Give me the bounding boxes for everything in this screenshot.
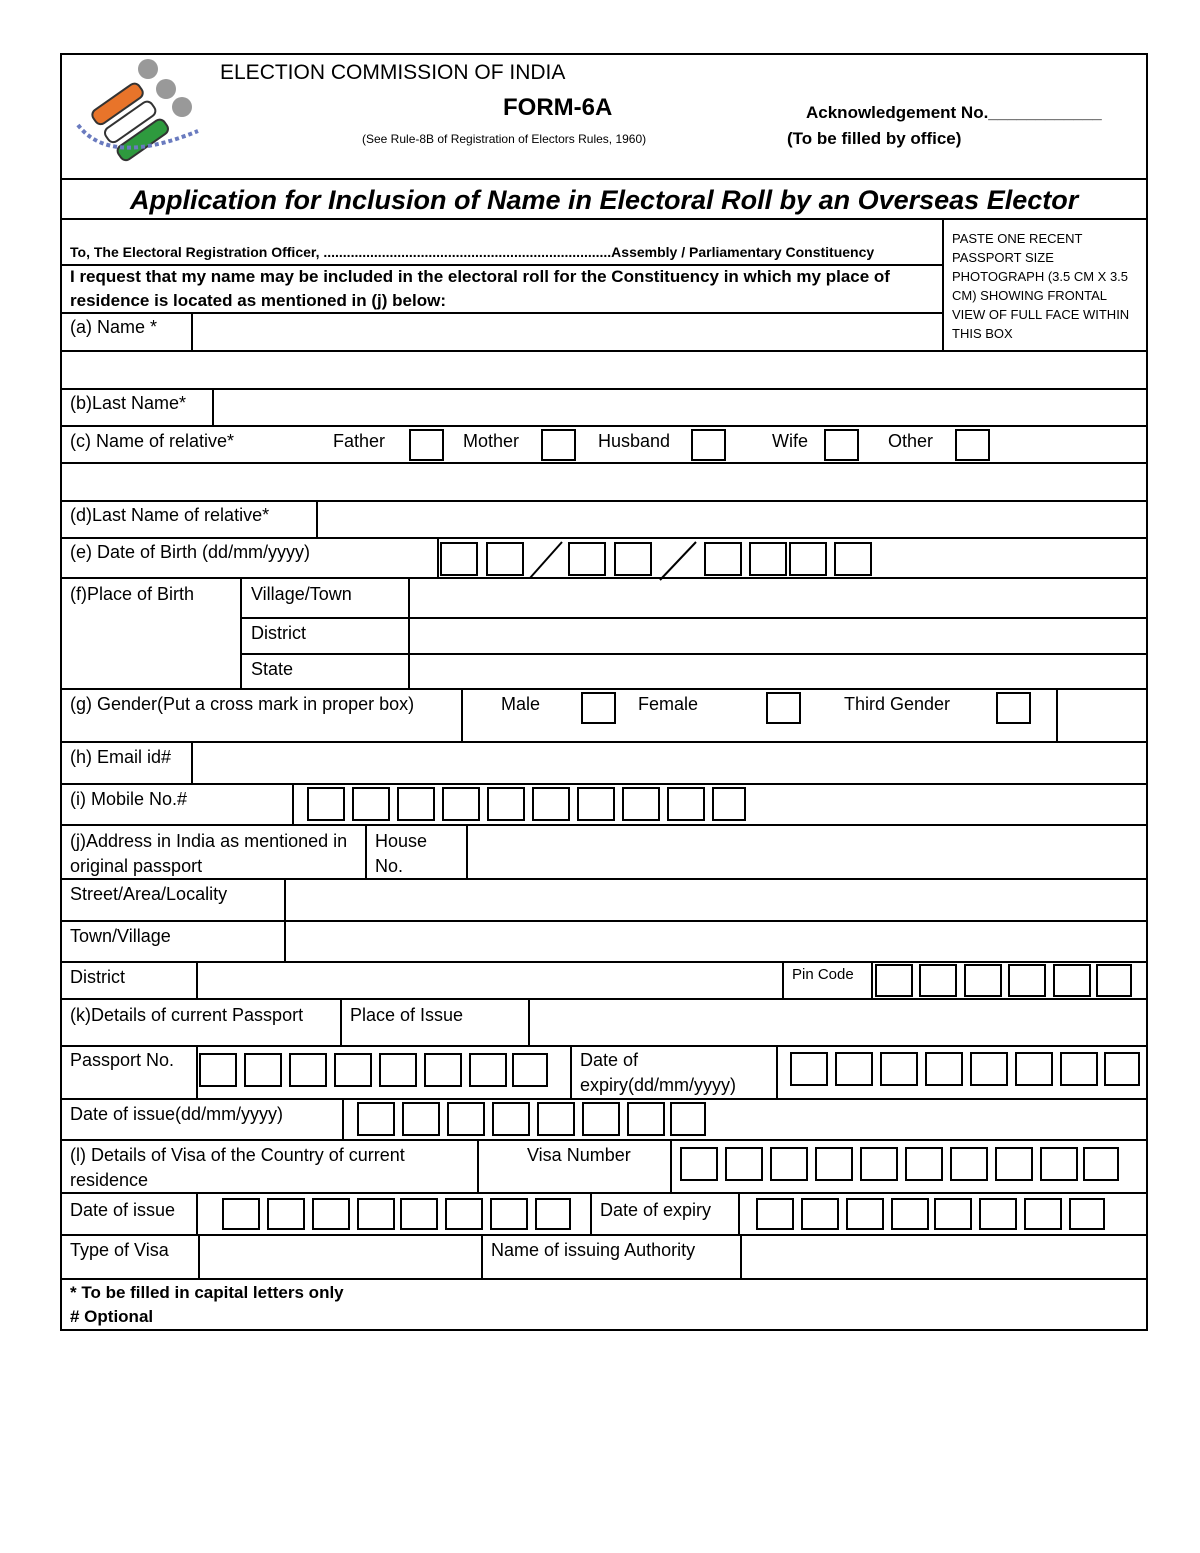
issue-digit-box[interactable] xyxy=(402,1102,440,1136)
mobile-digit-box[interactable] xyxy=(577,787,615,821)
relative-label: (c) Name of relative* xyxy=(70,431,235,451)
expiry-digit-box[interactable] xyxy=(925,1052,963,1086)
divider xyxy=(670,1139,672,1192)
visa-number-box[interactable] xyxy=(1083,1147,1119,1181)
divider xyxy=(60,783,1148,785)
expiry-digit-box[interactable] xyxy=(970,1052,1008,1086)
divider xyxy=(60,425,1148,427)
relative-option-husband: Husband xyxy=(598,431,671,451)
divider xyxy=(590,1192,592,1234)
street-input[interactable] xyxy=(286,880,1146,919)
divider xyxy=(60,1098,1148,1100)
relative-option-mother: Mother xyxy=(463,431,520,451)
divider xyxy=(942,218,944,350)
expiry-digit-box[interactable] xyxy=(1060,1052,1098,1086)
address-district-label: District xyxy=(70,967,125,987)
father-checkbox[interactable] xyxy=(409,429,444,461)
divider xyxy=(461,688,463,741)
divider xyxy=(60,218,1148,220)
dob-label: (e) Date of Birth (dd/mm/yyyy) xyxy=(70,542,311,562)
passport-no-label: Passport No. xyxy=(70,1050,175,1070)
dob-digit-box[interactable] xyxy=(486,542,524,576)
dob-digit-box[interactable] xyxy=(568,542,606,576)
divider xyxy=(776,1045,778,1098)
mobile-digit-box[interactable] xyxy=(622,787,660,821)
form-number: FORM-6A xyxy=(503,94,613,121)
place-of-birth-label: (f)Place of Birth xyxy=(70,584,195,604)
acknowledgement-number: Acknowledgement No.____________ xyxy=(806,103,1102,122)
issuing-authority-label: Name of issuing Authority xyxy=(491,1240,696,1260)
relative-name-input[interactable] xyxy=(62,464,1146,499)
visa-number-label: Visa Number xyxy=(527,1145,631,1165)
visa-issue-box[interactable] xyxy=(445,1198,483,1230)
expiry-digit-box[interactable] xyxy=(1104,1052,1140,1086)
issue-digit-box[interactable] xyxy=(627,1102,665,1136)
relative-last-name-input[interactable] xyxy=(318,502,1146,536)
pin-code-label: Pin Code xyxy=(792,966,854,983)
mobile-digit-box[interactable] xyxy=(442,787,480,821)
pin-digit-box[interactable] xyxy=(1096,964,1132,997)
capital-letters-note: * To be filled in capital letters only xyxy=(70,1283,344,1302)
village-town-label: Village/Town xyxy=(251,584,352,604)
pin-digit-box[interactable] xyxy=(1053,964,1091,997)
dob-digit-box[interactable] xyxy=(704,542,742,576)
divider xyxy=(340,998,342,1045)
mobile-digit-box[interactable] xyxy=(352,787,390,821)
town-village-input[interactable] xyxy=(286,922,1146,960)
visa-expiry-box[interactable] xyxy=(1069,1198,1105,1230)
pin-digit-box[interactable] xyxy=(1008,964,1046,997)
gender-option-female: Female xyxy=(638,694,699,714)
village-town-input[interactable] xyxy=(410,579,1146,616)
passport-no-box[interactable] xyxy=(512,1053,548,1087)
divider xyxy=(782,961,784,998)
relative-last-name-label: (d)Last Name of relative* xyxy=(70,505,270,525)
rule-reference: (See Rule-8B of Registration of Electors Rules, 1960) xyxy=(362,132,647,146)
wife-checkbox[interactable] xyxy=(824,429,859,461)
issue-digit-box[interactable] xyxy=(582,1102,620,1136)
issue-digit-box[interactable] xyxy=(447,1102,485,1136)
visa-type-label: Type of Visa xyxy=(70,1240,169,1260)
visa-issue-box[interactable] xyxy=(222,1198,260,1230)
visa-number-box[interactable] xyxy=(770,1147,808,1181)
visa-expiry-label: Date of expiry xyxy=(600,1200,712,1220)
mobile-digit-box[interactable] xyxy=(667,787,705,821)
address-india-label: (j)Address in India as mentioned in original passport xyxy=(70,831,348,876)
place-of-issue-input[interactable] xyxy=(530,1000,1146,1044)
visa-number-box[interactable] xyxy=(995,1147,1033,1181)
issue-digit-box[interactable] xyxy=(492,1102,530,1136)
relative-option-other: Other xyxy=(888,431,934,451)
divider xyxy=(60,537,1148,539)
last-name-input[interactable] xyxy=(214,390,1146,424)
mobile-label: (i) Mobile No.# xyxy=(70,789,188,809)
visa-number-box[interactable] xyxy=(905,1147,943,1181)
house-no-label: House No. xyxy=(375,831,428,876)
divider xyxy=(570,1045,572,1098)
district-input[interactable] xyxy=(410,619,1146,652)
visa-number-box[interactable] xyxy=(815,1147,853,1181)
visa-expiry-box[interactable] xyxy=(846,1198,884,1230)
office-note: (To be filled by office) xyxy=(787,129,962,148)
divider xyxy=(60,178,1148,180)
addressee-line: To, The Electoral Registration Officer, ..........................................................................Assembly / Parliamentary Constituency xyxy=(70,244,875,260)
optional-note: # Optional xyxy=(70,1307,154,1326)
visa-expiry-box[interactable] xyxy=(801,1198,839,1230)
divider xyxy=(481,1234,483,1278)
visa-issue-box[interactable] xyxy=(490,1198,528,1230)
visa-number-box[interactable] xyxy=(1040,1147,1078,1181)
pin-digit-box[interactable] xyxy=(964,964,1002,997)
divider xyxy=(196,1045,198,1098)
divider xyxy=(871,961,873,998)
org-name: ELECTION COMMISSION OF INDIA xyxy=(220,61,566,84)
passport-no-box[interactable] xyxy=(244,1053,282,1087)
visa-number-box[interactable] xyxy=(950,1147,988,1181)
expiry-digit-box[interactable] xyxy=(880,1052,918,1086)
male-checkbox[interactable] xyxy=(581,692,616,724)
relative-option-wife: Wife xyxy=(772,431,808,451)
other-checkbox[interactable] xyxy=(955,429,990,461)
visa-issue-box[interactable] xyxy=(357,1198,395,1230)
divider xyxy=(196,1192,198,1234)
mobile-digit-box[interactable] xyxy=(307,787,345,821)
dob-digit-box[interactable] xyxy=(440,542,478,576)
issue-digit-box[interactable] xyxy=(670,1102,706,1136)
divider xyxy=(240,577,242,688)
passport-no-box[interactable] xyxy=(199,1053,237,1087)
mobile-digit-box[interactable] xyxy=(532,787,570,821)
divider xyxy=(477,1139,479,1192)
divider xyxy=(342,1098,344,1139)
passport-details-label: (k)Details of current Passport xyxy=(70,1005,304,1025)
pin-digit-box[interactable] xyxy=(875,964,913,997)
place-of-issue-label: Place of Issue xyxy=(350,1005,464,1025)
name-continuation-input[interactable] xyxy=(62,352,1146,387)
passport-issue-date-label: Date of issue(dd/mm/yyyy) xyxy=(70,1104,284,1124)
gender-option-third: Third Gender xyxy=(844,694,951,714)
expiry-digit-box[interactable] xyxy=(835,1052,873,1086)
visa-issue-box[interactable] xyxy=(267,1198,305,1230)
visa-expiry-box[interactable] xyxy=(934,1198,972,1230)
dob-digit-box[interactable] xyxy=(614,542,652,576)
expiry-digit-box[interactable] xyxy=(1015,1052,1053,1086)
divider xyxy=(437,537,439,577)
issue-digit-box[interactable] xyxy=(357,1102,395,1136)
visa-issue-label: Date of issue xyxy=(70,1200,176,1220)
passport-expiry-label: Date of expiry(dd/mm/yyyy) xyxy=(580,1050,737,1095)
visa-issue-box[interactable] xyxy=(400,1198,438,1230)
passport-no-box[interactable] xyxy=(424,1053,462,1087)
passport-no-box[interactable] xyxy=(289,1053,327,1087)
divider xyxy=(60,1045,1148,1047)
photo-box-instruction: PASTE ONE RECENT PASSPORT SIZE PHOTOGRAPH (3.5 CM X 3.5 CM) SHOWING FRONTAL VIEW OF FULL FACE WITHIN THIS BOX xyxy=(952,231,1130,341)
name-label: (a) Name * xyxy=(70,317,158,337)
mobile-digit-box[interactable] xyxy=(397,787,435,821)
visa-issue-box[interactable] xyxy=(312,1198,350,1230)
house-no-input[interactable] xyxy=(468,826,1146,877)
dob-digit-box[interactable] xyxy=(834,542,872,576)
visa-details-label: (l) Details of Visa of the Country of current residence xyxy=(70,1145,405,1190)
issuing-authority-input[interactable] xyxy=(742,1236,1146,1277)
passport-no-box[interactable] xyxy=(334,1053,372,1087)
visa-number-box[interactable] xyxy=(680,1147,718,1181)
divider xyxy=(60,688,1148,690)
passport-no-box[interactable] xyxy=(379,1053,417,1087)
gender-label: (g) Gender(Put a cross mark in proper box) xyxy=(70,694,415,714)
date-separator-icon xyxy=(652,540,702,582)
name-input[interactable] xyxy=(193,314,940,349)
gender-option-male: Male xyxy=(501,694,541,714)
date-separator-icon xyxy=(524,540,568,580)
form-title: Application for Inclusion of Name in Electoral Roll by an Overseas Elector xyxy=(130,185,1079,215)
divider xyxy=(1056,688,1058,741)
mother-checkbox[interactable] xyxy=(541,429,576,461)
divider xyxy=(60,1278,1148,1280)
visa-issue-box[interactable] xyxy=(535,1198,571,1230)
visa-expiry-box[interactable] xyxy=(756,1198,794,1230)
mobile-digit-box[interactable] xyxy=(487,787,525,821)
pin-digit-box[interactable] xyxy=(919,964,957,997)
divider xyxy=(365,824,367,878)
divider xyxy=(60,1139,1148,1141)
issue-digit-box[interactable] xyxy=(537,1102,575,1136)
visa-number-box[interactable] xyxy=(860,1147,898,1181)
passport-no-box[interactable] xyxy=(469,1053,507,1087)
last-name-label: (b)Last Name* xyxy=(70,393,187,413)
visa-number-box[interactable] xyxy=(725,1147,763,1181)
visa-expiry-box[interactable] xyxy=(891,1198,929,1230)
visa-type-input[interactable] xyxy=(200,1236,479,1277)
relative-option-father: Father xyxy=(333,431,386,451)
visa-expiry-box[interactable] xyxy=(979,1198,1017,1230)
divider xyxy=(292,783,294,824)
street-label: Street/Area/Locality xyxy=(70,884,228,904)
third-gender-checkbox[interactable] xyxy=(996,692,1031,724)
district-label: District xyxy=(251,623,306,643)
request-statement: I request that my name may be included in the electoral roll for the Constituency in which my place of residence is located as mentioned in (j) below: xyxy=(70,267,890,310)
town-village-label: Town/Village xyxy=(70,926,171,946)
divider xyxy=(738,1192,740,1234)
state-label: State xyxy=(251,659,294,679)
state-input[interactable] xyxy=(410,655,1146,687)
female-checkbox[interactable] xyxy=(766,692,801,724)
husband-checkbox[interactable] xyxy=(691,429,726,461)
mobile-digit-box[interactable] xyxy=(712,787,746,821)
dob-digit-box[interactable] xyxy=(749,542,787,576)
dob-digit-box[interactable] xyxy=(789,542,827,576)
visa-expiry-box[interactable] xyxy=(1024,1198,1062,1230)
email-label: (h) Email id# xyxy=(70,747,172,767)
address-district-input[interactable] xyxy=(198,963,781,997)
expiry-digit-box[interactable] xyxy=(790,1052,828,1086)
email-input[interactable] xyxy=(193,743,1146,782)
